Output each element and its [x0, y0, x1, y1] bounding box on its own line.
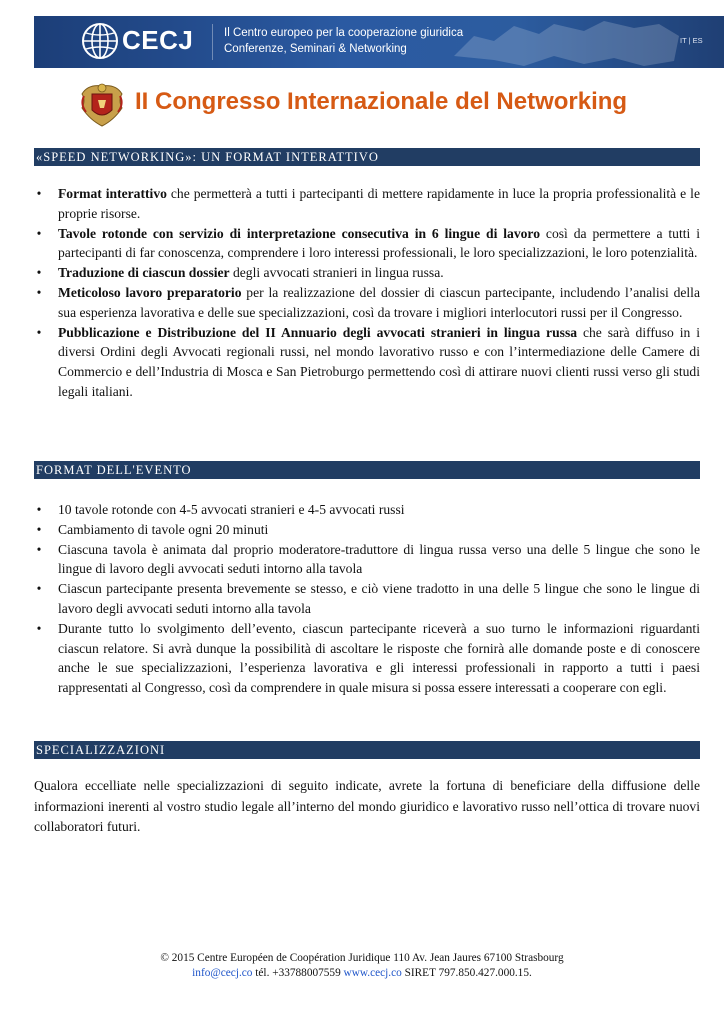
footer [0, 951, 724, 981]
banner-divider [212, 24, 213, 60]
section-heading-speed-networking: «SPEED NETWORKING»: UN FORMAT INTERATTIVO [34, 148, 700, 166]
bullet: • [36, 225, 42, 241]
banner-tagline-1: Il Centro europeo per la cooperazione giuridica [224, 27, 464, 39]
item-text: che sarà diffuso in i diversi Ordini degli Avvocati regionali russi, nel mondo lavorativo russo e con l’intermediazione delle Camere di Commercio e dell’Industria di Mosca e San Pietroburgo permettendo così di attirare nuovi clienti russi verso gli studi legali italiani. [58, 324, 700, 399]
crest-emblem-icon [78, 80, 126, 128]
banner-tagline-2: Conferenze, Seminari & Networking [224, 43, 407, 55]
item-text: Durante tutto lo svolgimento dell’evento, ciascun partecipante riceverà a suo turno le informazioni riguardanti ciascun relatore. Si avrà dunque la possibilità di ascoltare le risposte che fornirà alle domande poste e di conoscere anche le sue specializzazioni, l’esperienza lavorativa e gli interessi professionali in rapporto a tutti i paesi rappresentati al Congresso, così da comprendere in quale misura si possa essere interessati a cooperare con egli. [58, 620, 700, 696]
list-item [34, 520, 700, 540]
footer-contacts [0, 966, 724, 981]
item-text: degli avvocati stranieri in lingua russa. [229, 265, 444, 281]
footer-address: © 2015 Centre Européen de Coopération Juridique 110 Av. Jean Jaures 67100 Strasbourg [160, 952, 564, 964]
bullet: • [36, 620, 42, 636]
item-text: che permetterà a tutti i partecipanti di mettere rapidamente in luce la propria professionalità e le proprie risorse. [58, 186, 700, 221]
item-text: Ciascuna tavola è animata dal proprio moderatore-traduttore di lingua russa verso una delle 5 lingue che sono le lingue di lavoro degli avvocati seduti intorno alla tavola [58, 541, 700, 577]
lang-es-link[interactable]: ES [692, 36, 703, 45]
list-item [34, 283, 700, 323]
item-text: così da permettere a tutti i partecipanti di far conoscenza, comprendere i loro interessi professionali, le loro specializzazioni, le loro potenzialità. [58, 225, 700, 261]
lang-separator: | [688, 36, 691, 45]
event-format-list [34, 500, 700, 698]
list-item [34, 323, 700, 402]
item-bold-lead: Tavole rotonde con servizio di interpretazione consecutiva in 6 lingue di lavoro [58, 225, 541, 241]
item-bold-lead: Pubblicazione e Distribuzione del II Annuario degli avvocati stranieri in lingua russa [58, 324, 578, 340]
list-item [34, 263, 700, 283]
list-item [34, 540, 700, 580]
item-text: per la realizzazione del dossier di ciascun partecipante, includendo l’analisi della sua esperienza lavorativa e delle sue specializzazioni, così da trovare i migliori interlocutori russi per il Congresso. [58, 284, 700, 320]
section-heading-format: FORMAT DELL'EVENTO [34, 461, 700, 479]
item-bold-lead: Format interattivo [58, 186, 167, 201]
bullet: • [36, 502, 42, 517]
bullet: • [36, 186, 42, 201]
email-link[interactable]: info@cecj.co [192, 967, 253, 979]
bullet: • [36, 521, 42, 537]
specializations-paragraph: Qualora eccelliate nelle specializzazioni di seguito indicate, avrete la fortuna di beneficiare della diffusione delle informazioni inerenti al vostro studio legale all’interno del mondo giuridico e lavorativo russo nell’ottica di trovare nuovi collaboratori futuri. [34, 778, 700, 834]
bullet: • [36, 541, 42, 557]
phone-text: tél. +33788007559 [252, 967, 344, 979]
website-link[interactable]: www.cecj.co [343, 967, 402, 979]
speed-networking-list [34, 184, 700, 402]
siret-text: SIRET 797.850.427.000.15. [401, 967, 532, 979]
brand-name: CECJ [122, 25, 194, 55]
item-bold-lead: Meticoloso lavoro preparatorio [58, 284, 242, 300]
section-heading-specializations: SPECIALIZZAZIONI [34, 741, 700, 759]
item-text: 10 tavole rotonde con 4-5 avvocati stranieri e 4-5 avvocati russi [58, 502, 405, 517]
bullet: • [36, 324, 42, 340]
item-bold-lead: Traduzione di ciascun dossier [58, 265, 230, 281]
item-text: Ciascun partecipante presenta brevemente se stesso, e ciò viene tradotto in una delle 5 lingue che sono le lingue di lavoro degli avvocati seduti intorno alla tavola [58, 581, 700, 616]
globe-logo-icon [80, 21, 120, 61]
congress-title: II Congresso Internazionale del Networking [135, 88, 628, 115]
bullet: • [36, 284, 42, 300]
list-item [34, 224, 700, 264]
list-item [34, 184, 700, 224]
bullet: • [36, 581, 42, 597]
list-item [34, 579, 700, 619]
list-item [34, 619, 700, 698]
list-item [34, 500, 700, 520]
header-banner [34, 16, 724, 68]
item-text: Cambiamento di tavole ogni 20 minuti [58, 521, 269, 537]
lang-it-link[interactable]: IT [680, 36, 687, 45]
language-switcher [680, 36, 703, 45]
bullet: • [36, 265, 42, 281]
europe-map-background [444, 16, 684, 68]
